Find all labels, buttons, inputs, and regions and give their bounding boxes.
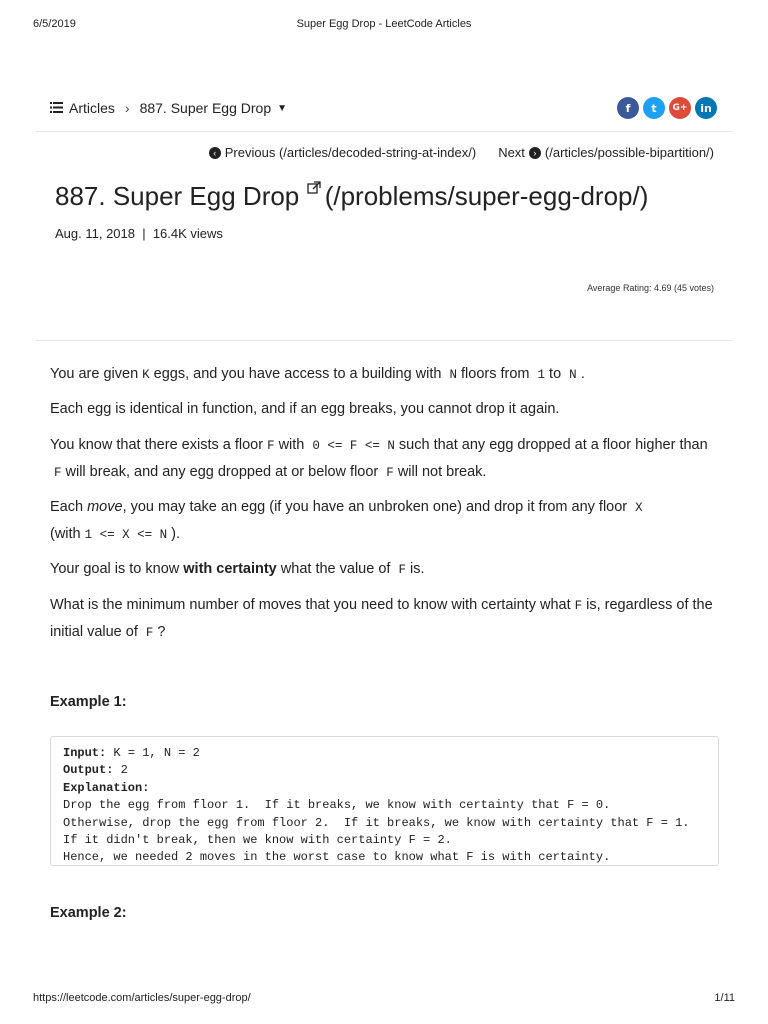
print-title: Super Egg Drop - LeetCode Articles [296, 18, 472, 30]
print-page-number: 1/11 [714, 992, 735, 1004]
title-text: 887. Super Egg Drop [55, 181, 300, 211]
linkedin-icon[interactable]: in [695, 97, 717, 119]
paragraph: You are given K eggs, and you have access to a building with N floors from 1 to N . [50, 366, 585, 382]
chevron-right-icon: › [124, 100, 130, 116]
article-nav [209, 145, 714, 160]
code-block: Input: K = 1, N = 2 Output: 2 Explanation: Drop the egg from floor 1. If it breaks, we know with certainty that F = 0. Otherwise, drop the egg from floor 2. If it breaks, we know with certainty that F = 1. If it didn't break, then we know with certainty F = 2. Hence, we needed 2 moves in the worst case to know what F is with certainty. [50, 736, 719, 866]
article-meta: Aug. 11, 2018 | 16.4K views [55, 226, 223, 241]
print-url: https://leetcode.com/articles/super-egg-drop/ [33, 992, 251, 1004]
paragraph: Each move, you may take an egg (if you have an unbroken one) and drop it from any floor X (with 1 <= X <= N ). [50, 499, 643, 542]
example-heading: Example 1: [50, 694, 127, 710]
google-plus-icon[interactable]: G+ [669, 97, 691, 119]
paragraph: You know that there exists a floor F with 0 <= F <= N such that any egg dropped at a floor higher than F will break, and any egg dropped at or below floor F will not break. [50, 437, 708, 480]
facebook-icon[interactable]: f [617, 97, 639, 119]
paragraph: Your goal is to know with certainty what the value of F is. [50, 561, 425, 577]
paragraph: What is the minimum number of moves that you need to know with certainty what F is, regardless of the initial value of F ? [50, 597, 713, 640]
chevron-left-circle-icon: ‹ [209, 147, 221, 159]
example-heading: Example 2: [50, 905, 127, 921]
average-rating: Average Rating: 4.69 (45 votes) [587, 283, 714, 293]
problem-link[interactable]: (/problems/super-egg-drop/) [324, 181, 649, 211]
page-title [55, 181, 648, 212]
external-link-icon[interactable] [307, 182, 325, 199]
twitter-icon[interactable]: t [643, 97, 665, 119]
social-share [617, 97, 717, 119]
list-icon [50, 100, 63, 116]
caret-down-icon[interactable]: ▼ [277, 102, 288, 114]
paragraph: Each egg is identical in function, and if an egg breaks, you cannot drop it again. [50, 401, 560, 417]
breadcrumb [50, 100, 287, 116]
chevron-right-circle-icon: › [529, 147, 541, 159]
divider [36, 340, 733, 341]
divider [36, 131, 733, 132]
next-url[interactable]: (/articles/possible-bipartition/) [544, 145, 714, 160]
print-date: 6/5/2019 [33, 18, 76, 30]
breadcrumb-articles-link[interactable]: Articles [69, 100, 115, 116]
breadcrumb-current[interactable]: 887. Super Egg Drop [139, 100, 272, 116]
previous-link[interactable]: Previous (/articles/decoded-string-at-index/) [224, 145, 477, 160]
next-link[interactable]: Next [498, 145, 525, 160]
